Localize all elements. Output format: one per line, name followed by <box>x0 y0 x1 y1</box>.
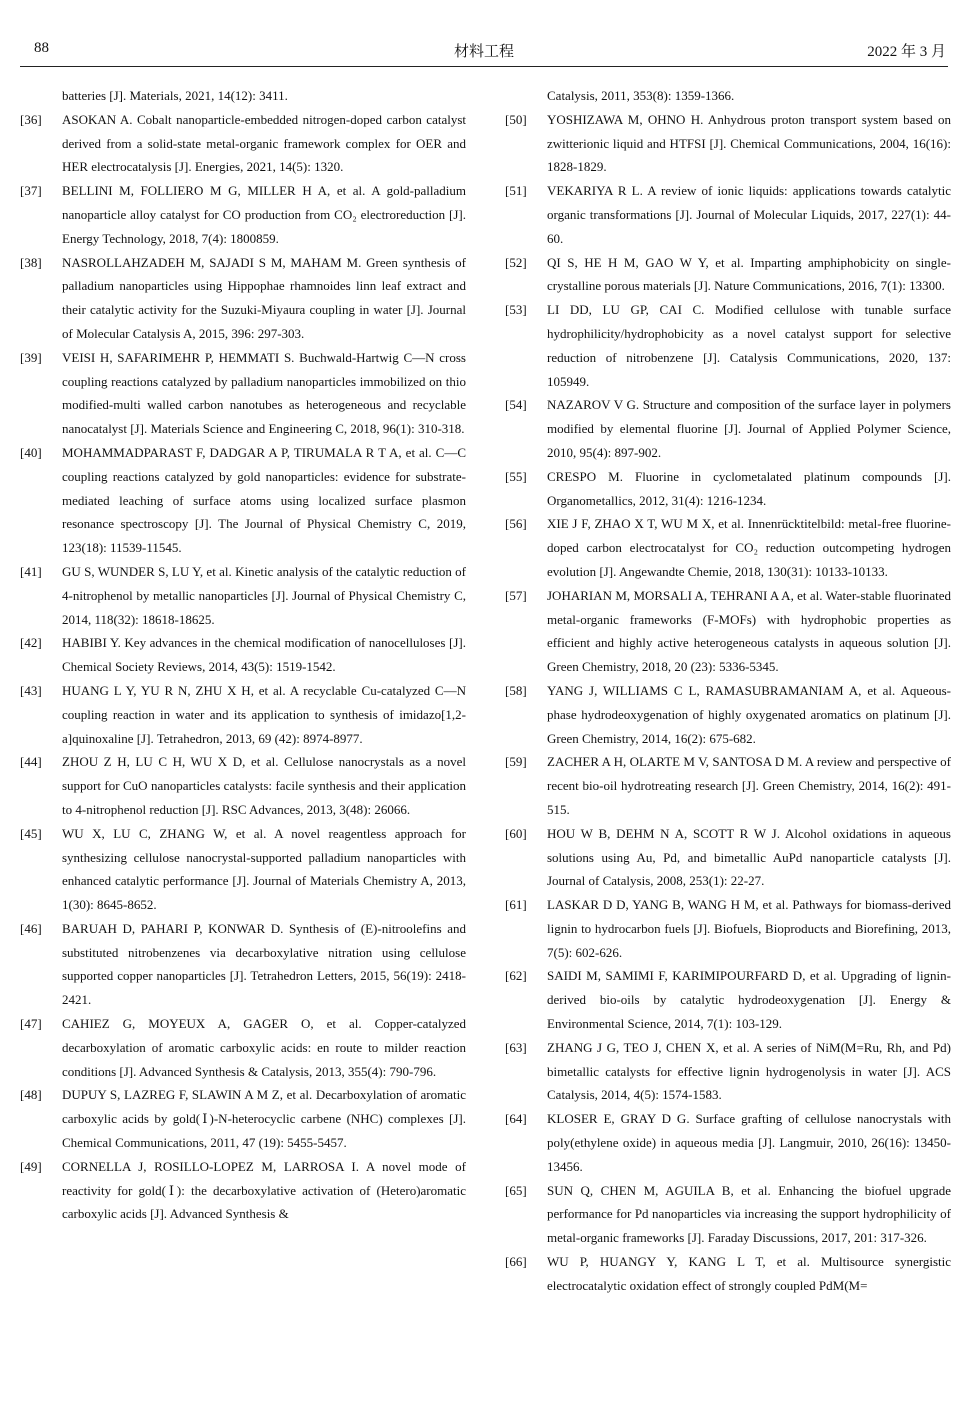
reference-item <box>20 1083 466 1154</box>
reference-number: [65] <box>505 1182 527 1198</box>
reference-item <box>20 679 466 750</box>
reference-item <box>505 393 951 464</box>
reference-number: [39] <box>20 349 42 365</box>
reference-item <box>20 631 466 679</box>
reference-number: [55] <box>505 468 527 484</box>
reference-text: NASROLLAHZADEH M, SAJADI S M, MAHAM M. Green synthesis of palladium nanoparticles using Hippophae rhamnoides linn leaf extract and their catalytic activity for the Suzuki-Miyaura coupling in water [J]. Journal of Molecular Catalysis A, 2015, 396: 297-303. <box>62 254 466 341</box>
reference-text: MOHAMMADPARAST F, DADGAR A P, TIRUMALA R T A, et al. C—C coupling reactions catalyzed by gold nanoparticles: evidence for substrate-mediated leaching of surface atoms using localized surface plasmon resonance spectroscopy [J]. The Journal of Physical Chemistry C, 2019, 123(18): 11539-11545. <box>62 444 466 556</box>
reference-item <box>505 584 951 679</box>
reference-text: HOU W B, DEHM N A, SCOTT R W J. Alcohol oxidations in aqueous solutions using Au, Pd, and bimetallic AuPd nanoparticle catalysts [J]. Journal of Catalysis, 2008, 253(1): 22-27. <box>547 825 951 889</box>
reference-number: [47] <box>20 1016 42 1032</box>
reference-number: [36] <box>20 111 42 127</box>
reference-text: SUN Q, CHEN M, AGUILA B, et al. Enhancing the biofuel upgrade performance for Pd nanoparticles via increasing the support hydrophilicity of metal-organic frameworks [J]. Faraday Discussions, 2017, 201: 317-326. <box>547 1182 951 1246</box>
reference-text: XIE J F, ZHAO X T, WU M X, et al. Innenrücktitelbild: metal-free fluorine-doped carbon electrocatalyst for CO₂ reduction outcompeting hydrogen evolution [J]. Angewandte Chemie, 2018, 130(31): 10133-10133. <box>547 516 951 579</box>
reference-text: DUPUY S, LAZREG F, SLAWIN A M Z, et al. Decarboxylation of aromatic carboxylic acids by gold(Ⅰ)-N-heterocyclic carbene (NHC) complexes [J]. Chemical Communications, 2011, 47 (19): 5455-5457. <box>62 1087 466 1151</box>
reference-item <box>505 1250 951 1298</box>
reference-item <box>20 346 466 441</box>
reference-item <box>505 893 951 964</box>
reference-number: [49] <box>20 1158 42 1174</box>
reference-item <box>20 917 466 1012</box>
reference-item <box>505 179 951 250</box>
reference-item <box>505 964 951 1035</box>
reference-item <box>20 179 466 250</box>
reference-text: HUANG L Y, YU R N, ZHU X H, et al. A recyclable Cu-catalyzed C—N coupling reaction in water and its application to synthesis of imidazo[1,2-a]quinoxaline [J]. Tetrahedron, 2013, 69 (42): 8974-8977. <box>62 682 466 746</box>
reference-item <box>505 251 951 299</box>
reference-item <box>20 822 466 917</box>
reference-item <box>505 679 951 750</box>
reference-item <box>20 441 466 560</box>
reference-text: ZHANG J G, TEO J, CHEN X, et al. A series of NiM(M=Ru, Rh, and Pd) bimetallic catalysts for effective lignin hydrogenolysis in water [J]. ACS Catalysis, 2014, 4(5): 1574-1583. <box>547 1039 951 1103</box>
reference-text: GU S, WUNDER S, LU Y, et al. Kinetic analysis of the catalytic reduction of 4-nitrophenol by metallic nanoparticles [J]. Journal of Physical Chemistry C, 2014, 118(32): 18618-18625. <box>62 563 466 627</box>
reference-text: YOSHIZAWA M, OHNO H. Anhydrous proton transport system based on zwitterionic liquid and HTFSI [J]. Chemical Communications, 2004, 16(16): 1828-1829. <box>547 111 951 175</box>
reference-text: VEKARIYA R L. A review of ionic liquids: applications towards catalytic organic transformations [J]. Journal of Molecular Liquids, 2017, 227(1): 44-60. <box>547 183 951 246</box>
reference-number: [59] <box>505 754 527 770</box>
reference-number: [42] <box>20 635 42 651</box>
reference-text: SAIDI M, SAMIMI F, KARIMIPOURFARD D, et al. Upgrading of lignin-derived bio-oils by catalytic hydrodeoxygenation [J]. Energy & Environmental Science, 2014, 7(1): 103-129. <box>547 968 951 1032</box>
reference-item <box>20 251 466 346</box>
reference-number: [58] <box>505 682 527 698</box>
reference-text: CORNELLA J, ROSILLO-LOPEZ M, LARROSA I. A novel mode of reactivity for gold(Ⅰ): the decarboxylative activation of (Hetero)aromatic carboxylic acids [J]. Advanced Synthesis & <box>62 1158 466 1222</box>
reference-text: LASKAR D D, YANG B, WANG H M, et al. Pathways for biomass-derived lignin to hydrocarbon fuels [J]. Biofuels, Bioproducts and Biorefining, 2013, 7(5): 602-626. <box>547 897 951 960</box>
reference-number: [48] <box>20 1087 42 1103</box>
reference-number: [66] <box>505 1254 527 1270</box>
reference-text: QI S, HE H M, GAO W Y, et al. Imparting amphiphobicity on single-crystalline porous materials [J]. Nature Communications, 2016, 7(1): 13300. <box>547 254 951 294</box>
reference-number: [64] <box>505 1111 527 1127</box>
reference-text: CRESPO M. Fluorine in cyclometalated platinum compounds [J]. Organometallics, 2012, 31(4): 1216-1234. <box>547 468 951 508</box>
reference-continuation: Catalysis, 2011, 353(8): 1359-1366. <box>547 88 735 103</box>
reference-number: [60] <box>505 825 527 841</box>
reference-item <box>505 465 951 513</box>
reference-text: YANG J, WILLIAMS C L, RAMASUBRAMANIAM A, et al. Aqueous-phase hydrodeoxygenation of highly oxygenated aromatics on platinum [J]. Green Chemistry, 2014, 16(2): 675-682. <box>547 682 951 746</box>
reference-number: [57] <box>505 587 527 603</box>
reference-number: [41] <box>20 563 42 579</box>
reference-item <box>20 750 466 821</box>
reference-number: [40] <box>20 444 42 460</box>
reference-item <box>505 298 951 393</box>
reference-item <box>505 512 951 583</box>
reference-text: BELLINI M, FOLLIERO M G, MILLER H A, et al. A gold-palladium nanoparticle alloy catalyst for CO production from CO₂ electroreduction [J]. Energy Technology, 2018, 7(4): 1800859. <box>62 183 466 246</box>
reference-number: [56] <box>505 516 527 532</box>
reference-text: JOHARIAN M, MORSALI A, TEHRANI A A, et al. Water-stable fluorinated metal-organic frameworks (F-MOFs) with hydrophobic properties as efficient and highly active heterogeneous catalysts in aqueous solution [J]. Green Chemistry, 2018, 20 (23): 5336-5345. <box>547 587 951 675</box>
reference-item <box>20 108 466 179</box>
reference-number: [53] <box>505 302 527 318</box>
reference-item <box>505 1179 951 1250</box>
reference-text: BARUAH D, PAHARI P, KONWAR D. Synthesis of (E)-nitroolefins and substituted nitrobenzenes via decarboxylative nitration using cellulose supported copper nanoparticles [J]. Tetrahedron Letters, 2015, 56(19): 2418-2421. <box>62 920 466 1008</box>
reference-text: HABIBI Y. Key advances in the chemical modification of nanocelluloses [J]. Chemical Society Reviews, 2014, 43(5): 1519-1542. <box>62 635 466 675</box>
reference-text: WU X, LU C, ZHANG W, et al. A novel reagentless approach for synthesizing cellulose nanocrystal-supported palladium nanoparticles with enhanced catalytic performance [J]. Journal of Materials Chemistry A, 2013, 1(30): 8645-8652. <box>62 825 466 913</box>
reference-number: [52] <box>505 254 527 270</box>
reference-number: [50] <box>505 111 527 127</box>
reference-item <box>20 1155 466 1226</box>
reference-text: ASOKAN A. Cobalt nanoparticle-embedded nitrogen-doped carbon catalyst derived from a solid-state metal-organic framework complex for OER and HER electrocatalysis [J]. Energies, 2021, 14(5): 1320. <box>62 111 466 175</box>
reference-column-left <box>20 84 466 1226</box>
running-header <box>20 38 948 67</box>
reference-item <box>505 1107 951 1178</box>
reference-column-right <box>505 84 951 1298</box>
reference-number: [38] <box>20 254 42 270</box>
reference-item <box>505 750 951 821</box>
reference-text: WU P, HUANGY Y, KANG L T, et al. Multisource synergistic electrocatalytic oxidation effect of strongly coupled PdM(M= <box>547 1254 951 1293</box>
reference-number: [44] <box>20 754 42 770</box>
reference-item <box>505 1036 951 1107</box>
reference-number: [62] <box>505 968 527 984</box>
reference-text: LI DD, LU GP, CAI C. Modified cellulose with tunable surface hydrophilicity/hydrophobicity as a novel catalyst support for selective reduction of nitrobenzene [J]. Catalysis Communications, 2020, 137: 105949. <box>547 302 951 389</box>
reference-item <box>20 1012 466 1083</box>
page-number: 88 <box>34 40 49 56</box>
reference-number: [46] <box>20 920 42 936</box>
reference-number: [45] <box>20 825 42 841</box>
reference-number: [37] <box>20 183 42 199</box>
reference-text: ZACHER A H, OLARTE M V, SANTOSA D M. A review and perspective of recent bio-oil hydrotreating research [J]. Green Chemistry, 2014, 16(2): 491-515. <box>547 754 951 817</box>
reference-number: [63] <box>505 1039 527 1055</box>
reference-item <box>505 108 951 179</box>
reference-continuation: batteries [J]. Materials, 2021, 14(12): 3411. <box>62 88 288 103</box>
reference-item <box>505 822 951 893</box>
reference-number: [61] <box>505 897 527 913</box>
reference-item <box>20 560 466 631</box>
issue-date: 2022 年 3 月 <box>867 44 946 60</box>
reference-number: [51] <box>505 183 527 199</box>
reference-text: ZHOU Z H, LU C H, WU X D, et al. Cellulose nanocrystals as a novel support for CuO nanoparticles catalysts: facile synthesis and their application to 4-nitrophenol reduction [J]. RSC Advances, 2013, 3(48): 26066. <box>62 754 466 817</box>
reference-number: [43] <box>20 682 42 698</box>
journal-title: 材料工程 <box>453 44 514 60</box>
reference-text: NAZAROV V G. Structure and composition of the surface layer in polymers modified by elemental fluorine [J]. Journal of Applied Polymer Science, 2010, 95(4): 897-902. <box>547 397 951 460</box>
reference-text: CAHIEZ G, MOYEUX A, GAGER O, et al. Copper-catalyzed decarboxylation of aromatic carboxylic acids: en route to milder reaction conditions [J]. Advanced Synthesis & Catalysis, 2013, 355(4): 790-796. <box>62 1016 466 1079</box>
reference-number: [54] <box>505 397 527 413</box>
reference-text: KLOSER E, GRAY D G. Surface grafting of cellulose nanocrystals with poly(ethylene oxide) in aqueous media [J]. Langmuir, 2010, 26(16): 13450-13456. <box>547 1111 951 1174</box>
reference-text: VEISI H, SAFARIMEHR P, HEMMATI S. Buchwald-Hartwig C—N cross coupling reactions catalyzed by palladium nanoparticles immobilized on thio modified-multi walled carbon nanotubes as heterogeneous and recyclable nanocatalyst [J]. Materials Science and Engineering C, 2018, 96(1): 310-318. <box>62 349 466 437</box>
